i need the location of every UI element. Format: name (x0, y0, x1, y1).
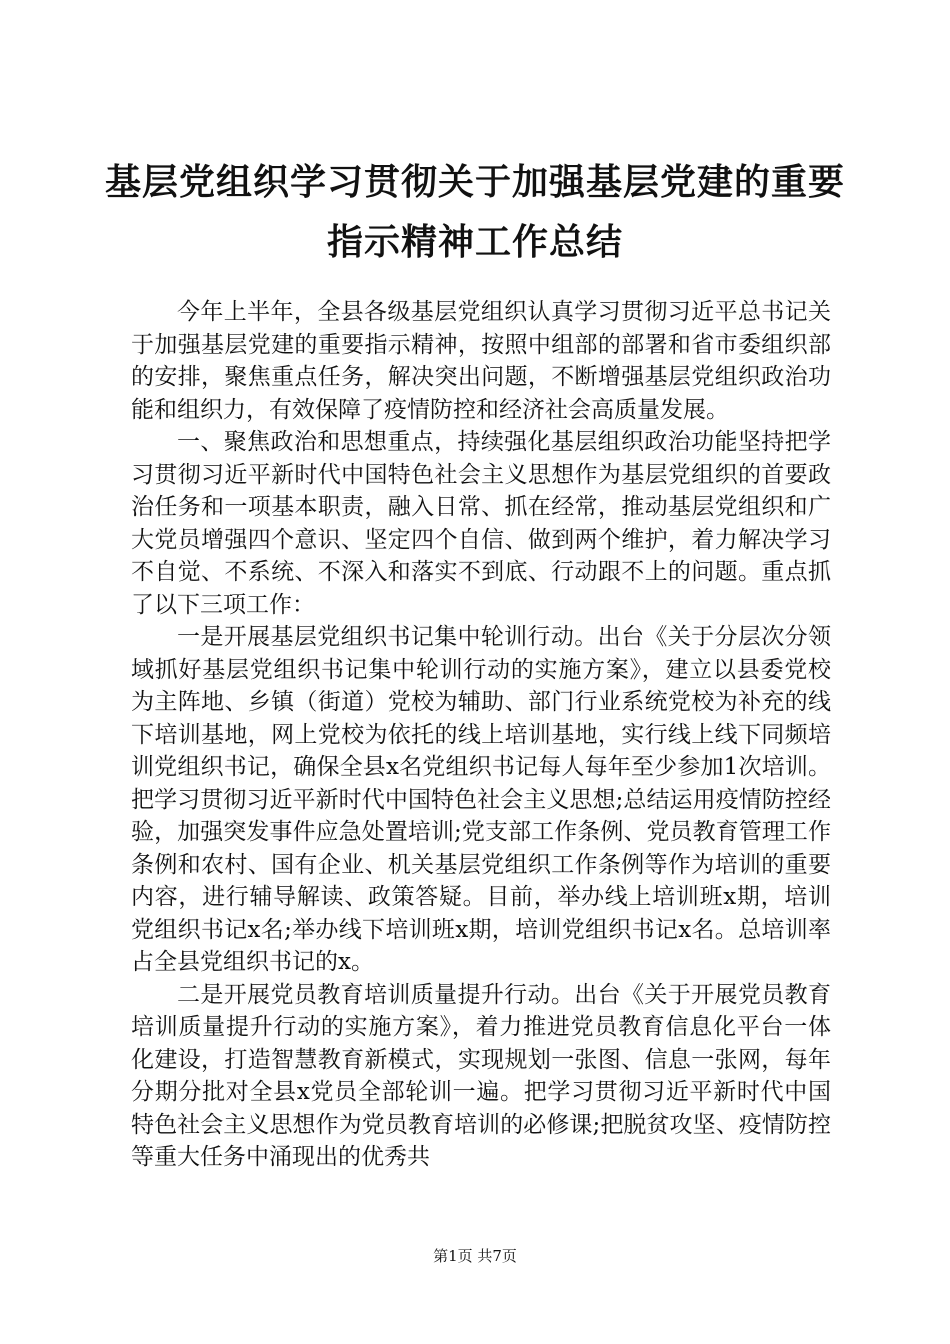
document-title-line-1: 基层党组织学习贯彻关于加强基层党建的重要 (104, 161, 845, 203)
document-body (131, 296, 831, 1174)
paragraph-intro: 今年上半年，全县各级基层党组织认真学习贯彻习近平总书记关于加强基层党建的重要指示精神，按照中组部的部署和省市委组织部的安排，聚焦重点任务，解决突出问题，不断增强基层党组织政治功能和组织力，有效保障了疫情防控和经济社会高质量发展。 (131, 299, 831, 423)
paragraph-item-1: 一是开展基层党组织书记集中轮训行动。出台《关于分层次分领域抓好基层党组织书记集中轮训行动的实施方案》，建立以县委党校为主阵地、乡镇（街道）党校为辅助、部门行业系统党校为补充的线下培训基地，网上党校为依托的线上培训基地，实行线上线下同频培训党组织书记，确保全县x名党组织书记每人每年至少参加1次培训。把学习贯彻习近平新时代中国特色社会主义思想;总结运用疫情防控经验，加强突发事件应急处置培训;党支部工作条例、党员教育管理工作条例和农村、国有企业、机关基层党组织工作条例等作为培训的重要内容，进行辅导解读、政策答疑。目前，举办线上培训班x期，培训党组织书记x名;举办线下培训班x期，培训党组织书记x名。总培训率占全县党组织书记的x。 (131, 624, 831, 975)
paragraph-section-1: 一、聚焦政治和思想重点，持续强化基层组织政治功能坚持把学习贯彻习近平新时代中国特色社会主义思想作为基层党组织的首要政治任务和一项基本职责，融入日常、抓在经常，推动基层党组织和广大党员增强四个意识、坚定四个自信、做到两个维护，着力解决学习不自觉、不系统、不深入和落实不到底、行动跟不上的问题。重点抓了以下三项工作： (131, 429, 831, 618)
page-footer: 第1页 共7页 (433, 1247, 517, 1265)
paragraph-item-2: 二是开展党员教育培训质量提升行动。出台《关于开展党员教育培训质量提升行动的实施方案》，着力推进党员教育信息化平台一体化建设，打造智慧教育新模式，实现规划一张图、信息一张网，每年分期分批对全县x党员全部轮训一遍。把学习贯彻习近平新时代中国特色社会主义思想作为党员教育培训的必修课;把脱贫攻坚、疫情防控等重大任务中涌现出的优秀共 (131, 981, 831, 1170)
document-title-line-2: 指示精神工作总结 (326, 221, 623, 263)
